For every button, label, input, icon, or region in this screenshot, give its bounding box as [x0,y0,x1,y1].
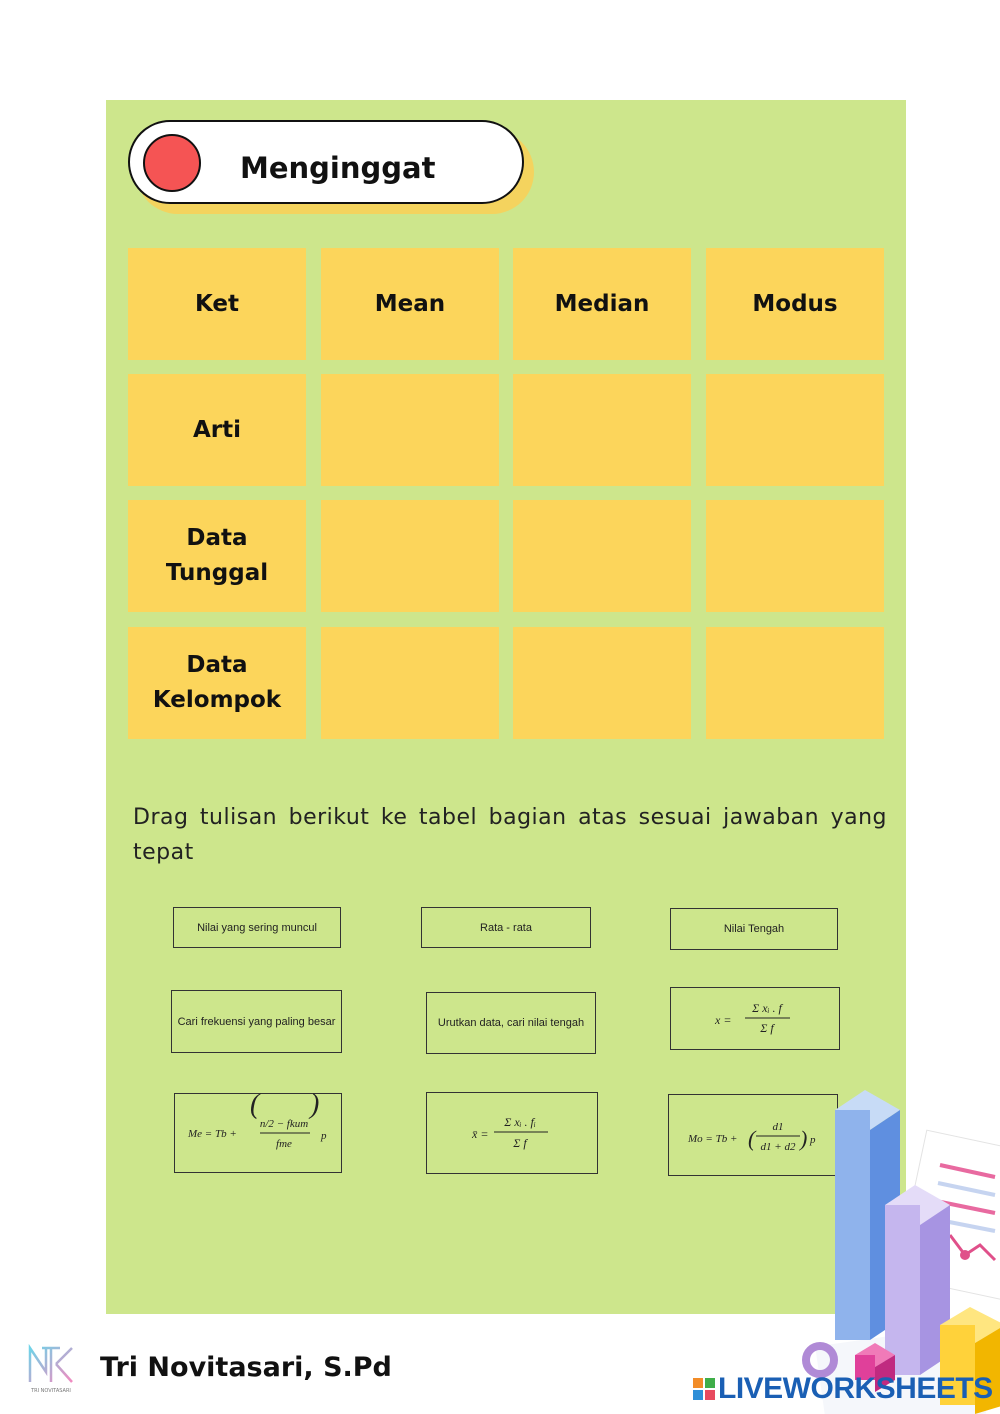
drop-zone-tunggal-mean[interactable] [321,500,499,612]
liveworksheets-logo[interactable]: LIVEWORKSHEETS [718,1372,993,1405]
table-header-modus: Modus [706,248,884,360]
drag-card-rata-rata[interactable]: Rata - rata [421,907,591,948]
formula-denominator: Σ f [513,1136,527,1150]
formula-numerator: Σ xᵢ . f [752,1000,782,1015]
row-label-data-tunggal: Data Tunggal [128,500,306,612]
formula-tail: p [321,1130,327,1142]
table-header-ket: Ket [128,248,306,360]
formula-mean-tunggal-graphic [715,996,795,1042]
formula-lhs: x = [715,1012,732,1027]
drop-zone-kelompok-modus[interactable] [706,627,884,739]
drag-card-urutkan-data[interactable]: Urutkan data, cari nilai tengah [426,992,596,1054]
formula-numerator: d1 [772,1121,784,1133]
drag-card-formula-mean-kelompok[interactable] [426,1092,598,1174]
right-paren: ) [800,1126,808,1151]
right-paren: ) [310,1089,320,1120]
drag-card-nilai-sering-muncul[interactable]: Nilai yang sering muncul [173,907,341,948]
logo-caption: TRI NOVITASARI [31,1388,71,1394]
liveworksheets-badge-icon [693,1378,715,1400]
formula-median-kelompok-graphic [188,1089,328,1163]
table-header-mean: Mean [321,248,499,360]
formula-lhs: Mo = Tb + [688,1133,738,1145]
instruction-text: Drag tulisan berikut ke tabel bagian atas sesuai jawaban yang tepat [133,805,887,865]
left-paren: ( [250,1089,260,1120]
drag-card-formula-median-kelompok[interactable] [174,1089,342,1173]
formula-numerator: n/2 − fkum [259,1118,309,1130]
formula-lhs: x̄ = [472,1127,489,1141]
drag-card-frekuensi-terbesar[interactable]: Cari frekuensi yang paling besar [171,990,342,1053]
page-title: Menginggat [240,151,436,185]
author-logo [26,1342,76,1394]
drag-card-nilai-tengah[interactable]: Nilai Tengah [670,908,838,950]
drop-zone-arti-median[interactable] [513,374,691,486]
table-header-median: Median [513,248,691,360]
formula-denominator: d1 + d2 [760,1141,796,1153]
formula-mean-kelompok-graphic [472,1108,552,1158]
formula-denominator: Σ f [760,1020,774,1035]
drop-zone-arti-mean[interactable] [321,374,499,486]
formula-lhs: Me = Tb + [188,1128,237,1140]
author-name: Tri Novitasari, S.Pd [100,1352,392,1383]
drop-zone-tunggal-modus[interactable] [706,500,884,612]
row-label-arti: Arti [128,374,306,486]
formula-numerator: Σ xᵢ . fᵢ [504,1115,536,1129]
red-dot-icon [143,134,201,192]
formula-denominator: fme [276,1138,292,1150]
bar-chart-illustration [790,1085,1000,1414]
row-label-data-kelompok: Data Kelompok [128,627,306,739]
drop-zone-kelompok-mean[interactable] [321,627,499,739]
drop-zone-kelompok-median[interactable] [513,627,691,739]
drag-card-formula-mean-tunggal[interactable] [670,987,840,1050]
formula-tail: p [810,1134,816,1146]
left-paren: ( [748,1126,756,1151]
drop-zone-tunggal-median[interactable] [513,500,691,612]
drop-zone-arti-modus[interactable] [706,374,884,486]
